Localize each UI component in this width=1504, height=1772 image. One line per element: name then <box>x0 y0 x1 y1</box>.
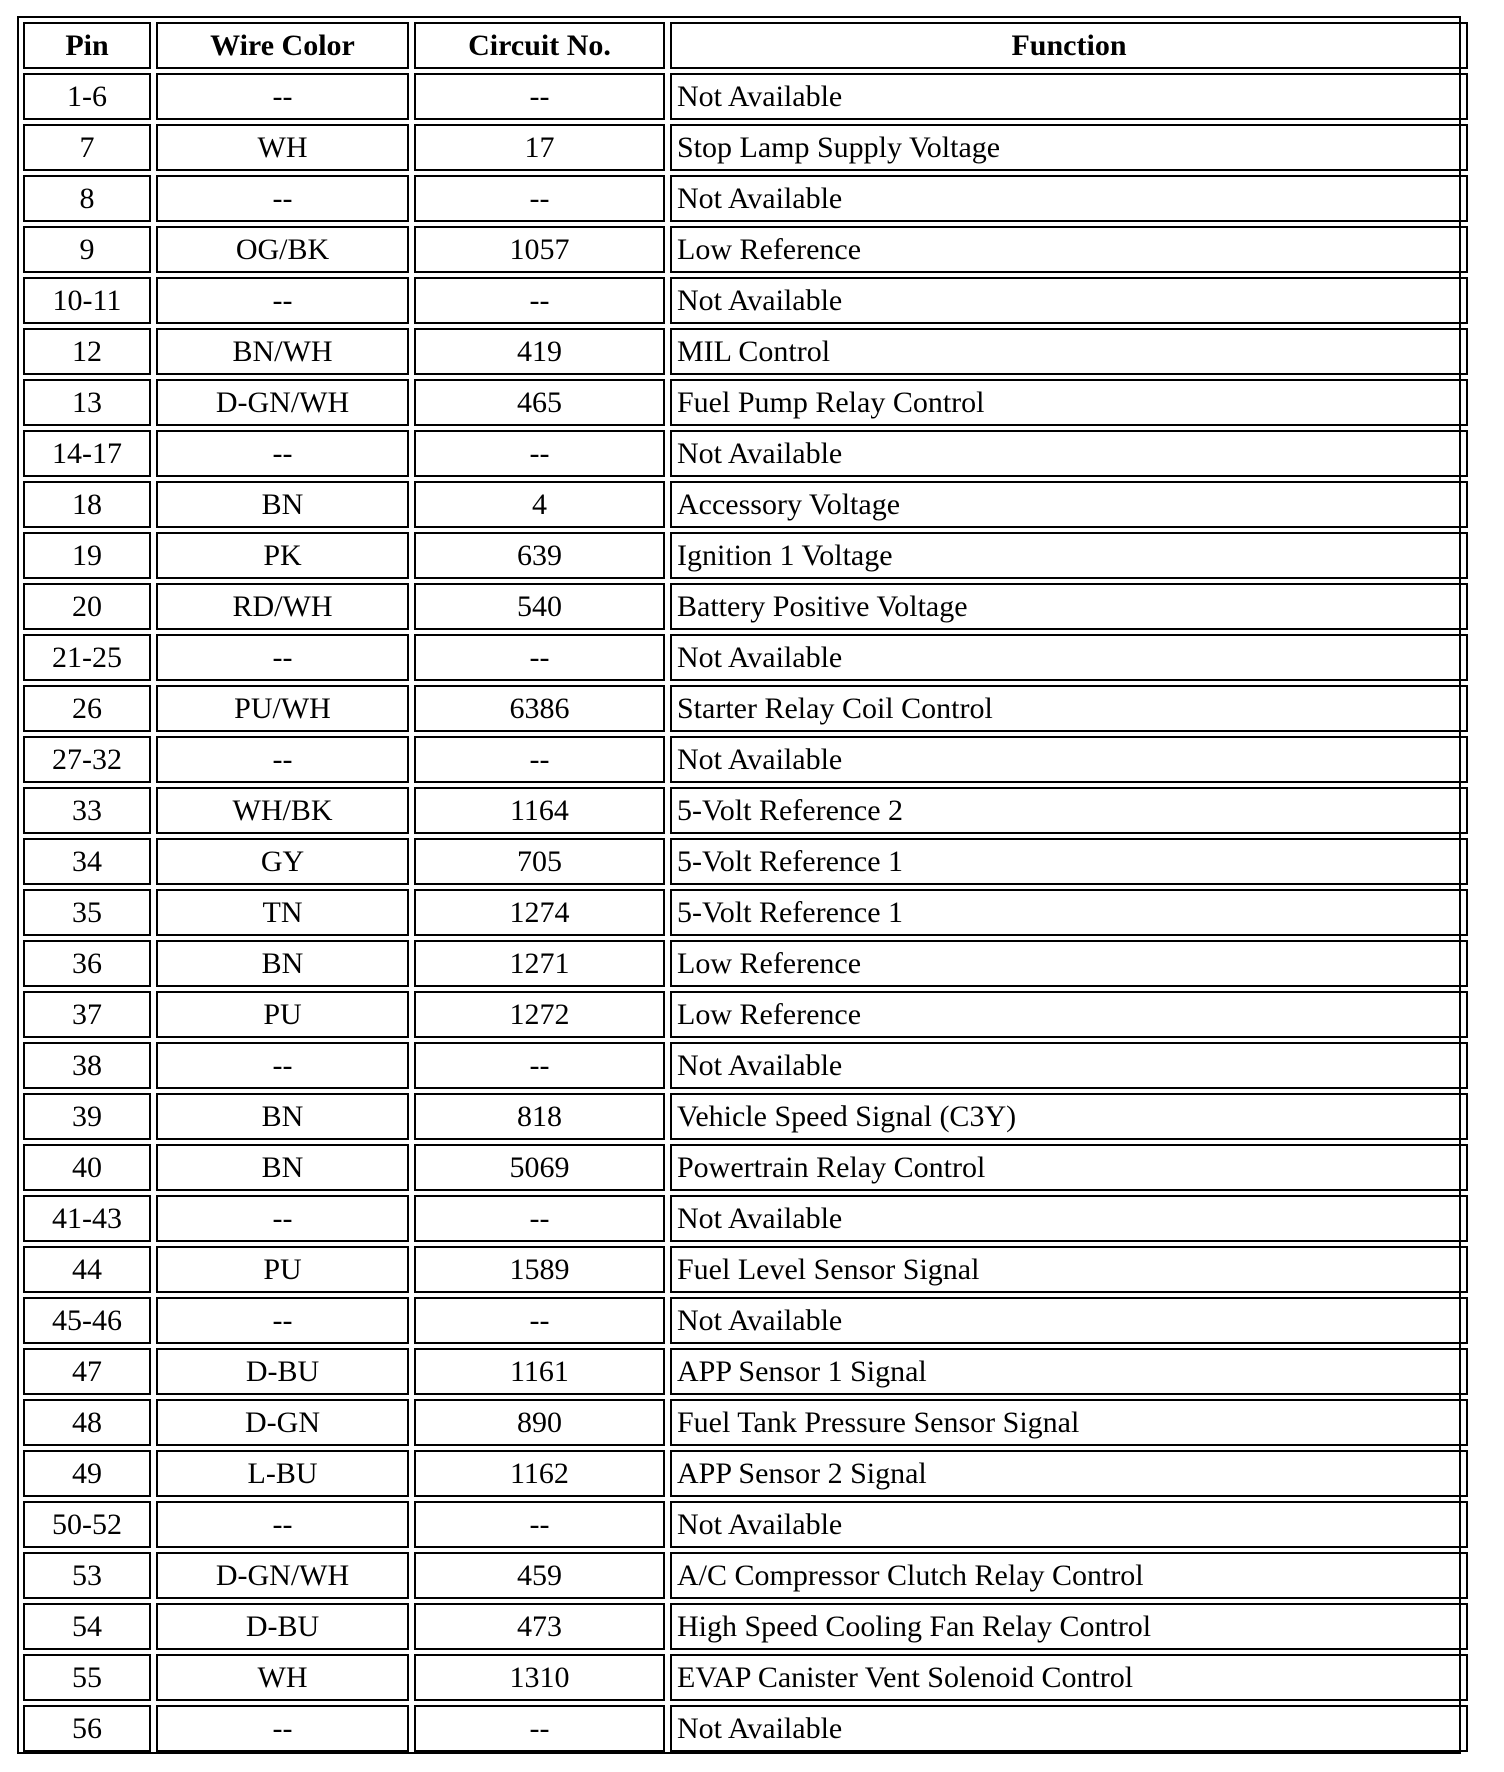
table-row <box>23 583 1468 630</box>
function-cell: Not Available <box>670 1042 1468 1089</box>
wire-color-cell: BN <box>156 1093 409 1140</box>
wire-color-cell: PU <box>156 1246 409 1293</box>
table-row <box>23 73 1468 120</box>
table-row <box>23 1246 1468 1293</box>
pin-cell: 27-32 <box>23 736 151 783</box>
circuit-no-cell: -- <box>414 1042 665 1089</box>
function-cell: EVAP Canister Vent Solenoid Control <box>670 1654 1468 1701</box>
circuit-no-cell: 465 <box>414 379 665 426</box>
function-cell: Not Available <box>670 736 1468 783</box>
circuit-no-cell: -- <box>414 73 665 120</box>
circuit-no-cell: -- <box>414 1195 665 1242</box>
table-row <box>23 1552 1468 1599</box>
circuit-no-cell: -- <box>414 634 665 681</box>
header-circuit-no: Circuit No. <box>414 22 665 69</box>
circuit-no-cell: 6386 <box>414 685 665 732</box>
wire-color-cell: D-GN/WH <box>156 1552 409 1599</box>
circuit-no-cell: 818 <box>414 1093 665 1140</box>
pin-cell: 8 <box>23 175 151 222</box>
pin-cell: 19 <box>23 532 151 579</box>
function-cell: Stop Lamp Supply Voltage <box>670 124 1468 171</box>
wire-color-cell: -- <box>156 277 409 324</box>
circuit-no-cell: 5069 <box>414 1144 665 1191</box>
wire-color-cell: PU <box>156 991 409 1038</box>
wire-color-cell: RD/WH <box>156 583 409 630</box>
table-row <box>23 1399 1468 1446</box>
wire-color-cell: TN <box>156 889 409 936</box>
table-row <box>23 124 1468 171</box>
pin-cell: 50-52 <box>23 1501 151 1548</box>
function-cell: Accessory Voltage <box>670 481 1468 528</box>
circuit-no-cell: 1274 <box>414 889 665 936</box>
pin-cell: 55 <box>23 1654 151 1701</box>
function-cell: Not Available <box>670 73 1468 120</box>
pin-cell: 35 <box>23 889 151 936</box>
table-row <box>23 685 1468 732</box>
pin-cell: 37 <box>23 991 151 1038</box>
wire-color-cell: PU/WH <box>156 685 409 732</box>
wire-color-cell: L-BU <box>156 1450 409 1497</box>
table-row <box>23 1297 1468 1344</box>
circuit-no-cell: -- <box>414 1297 665 1344</box>
circuit-no-cell: 473 <box>414 1603 665 1650</box>
circuit-no-cell: 1310 <box>414 1654 665 1701</box>
pin-cell: 26 <box>23 685 151 732</box>
circuit-no-cell: -- <box>414 175 665 222</box>
table-row <box>23 787 1468 834</box>
table-row <box>23 481 1468 528</box>
function-cell: APP Sensor 1 Signal <box>670 1348 1468 1395</box>
circuit-no-cell: 1161 <box>414 1348 665 1395</box>
function-cell: Not Available <box>670 430 1468 477</box>
pin-cell: 45-46 <box>23 1297 151 1344</box>
pin-cell: 1-6 <box>23 73 151 120</box>
function-cell: 5-Volt Reference 1 <box>670 889 1468 936</box>
circuit-no-cell: 890 <box>414 1399 665 1446</box>
circuit-no-cell: 1057 <box>414 226 665 273</box>
header-wire-color: Wire Color <box>156 22 409 69</box>
table-row <box>23 379 1468 426</box>
function-cell: Not Available <box>670 634 1468 681</box>
function-cell: Fuel Level Sensor Signal <box>670 1246 1468 1293</box>
table-row <box>23 1195 1468 1242</box>
pin-cell: 54 <box>23 1603 151 1650</box>
pin-cell: 7 <box>23 124 151 171</box>
function-cell: Low Reference <box>670 226 1468 273</box>
circuit-no-cell: 419 <box>414 328 665 375</box>
pin-cell: 39 <box>23 1093 151 1140</box>
pin-cell: 12 <box>23 328 151 375</box>
wire-color-cell: D-BU <box>156 1348 409 1395</box>
wire-color-cell: -- <box>156 1042 409 1089</box>
pin-cell: 40 <box>23 1144 151 1191</box>
function-cell: MIL Control <box>670 328 1468 375</box>
pin-cell: 21-25 <box>23 634 151 681</box>
table-row <box>23 1348 1468 1395</box>
table-row <box>23 1654 1468 1701</box>
wire-color-cell: WH <box>156 1654 409 1701</box>
table-row <box>23 940 1468 987</box>
table-row <box>23 736 1468 783</box>
wire-color-cell: BN <box>156 481 409 528</box>
pin-cell: 34 <box>23 838 151 885</box>
wire-color-cell: -- <box>156 1501 409 1548</box>
header-function: Function <box>670 22 1468 69</box>
table-row <box>23 1042 1468 1089</box>
table-row <box>23 1603 1468 1650</box>
function-cell: Ignition 1 Voltage <box>670 532 1468 579</box>
table-row <box>23 430 1468 477</box>
wire-color-cell: -- <box>156 430 409 477</box>
pin-cell: 18 <box>23 481 151 528</box>
pin-cell: 44 <box>23 1246 151 1293</box>
function-cell: Starter Relay Coil Control <box>670 685 1468 732</box>
table-row <box>23 532 1468 579</box>
wire-color-cell: OG/BK <box>156 226 409 273</box>
table-row <box>23 1450 1468 1497</box>
function-cell: Fuel Tank Pressure Sensor Signal <box>670 1399 1468 1446</box>
circuit-no-cell: 639 <box>414 532 665 579</box>
pin-cell: 36 <box>23 940 151 987</box>
function-cell: Vehicle Speed Signal (C3Y) <box>670 1093 1468 1140</box>
pin-cell: 20 <box>23 583 151 630</box>
circuit-no-cell: 1162 <box>414 1450 665 1497</box>
function-cell: Not Available <box>670 1501 1468 1548</box>
function-cell: Not Available <box>670 277 1468 324</box>
function-cell: 5-Volt Reference 2 <box>670 787 1468 834</box>
table-row <box>23 838 1468 885</box>
circuit-no-cell: -- <box>414 736 665 783</box>
wire-color-cell: GY <box>156 838 409 885</box>
wire-color-cell: -- <box>156 1297 409 1344</box>
table-row <box>23 991 1468 1038</box>
pin-cell: 49 <box>23 1450 151 1497</box>
function-cell: Not Available <box>670 1705 1468 1752</box>
table-row <box>23 328 1468 375</box>
wire-color-cell: WH/BK <box>156 787 409 834</box>
circuit-no-cell: 4 <box>414 481 665 528</box>
function-cell: Powertrain Relay Control <box>670 1144 1468 1191</box>
function-cell: Low Reference <box>670 940 1468 987</box>
circuit-no-cell: 1589 <box>414 1246 665 1293</box>
wire-color-cell: D-GN/WH <box>156 379 409 426</box>
wire-color-cell: BN <box>156 1144 409 1191</box>
circuit-no-cell: 1164 <box>414 787 665 834</box>
function-cell: 5-Volt Reference 1 <box>670 838 1468 885</box>
wire-color-cell: -- <box>156 175 409 222</box>
pin-cell: 56 <box>23 1705 151 1752</box>
wire-color-cell: -- <box>156 634 409 681</box>
wire-color-cell: -- <box>156 1705 409 1752</box>
header-row <box>23 22 1468 69</box>
pin-cell: 41-43 <box>23 1195 151 1242</box>
circuit-no-cell: 17 <box>414 124 665 171</box>
function-cell: Not Available <box>670 1297 1468 1344</box>
wire-color-cell: PK <box>156 532 409 579</box>
pin-cell: 48 <box>23 1399 151 1446</box>
table-row <box>23 1705 1468 1752</box>
circuit-no-cell: -- <box>414 430 665 477</box>
circuit-no-cell: 705 <box>414 838 665 885</box>
function-cell: APP Sensor 2 Signal <box>670 1450 1468 1497</box>
table-body <box>23 73 1468 1752</box>
wire-color-cell: D-BU <box>156 1603 409 1650</box>
pin-cell: 13 <box>23 379 151 426</box>
table-row <box>23 1093 1468 1140</box>
table-row <box>23 277 1468 324</box>
circuit-no-cell: -- <box>414 277 665 324</box>
pin-cell: 38 <box>23 1042 151 1089</box>
function-cell: A/C Compressor Clutch Relay Control <box>670 1552 1468 1599</box>
pin-cell: 10-11 <box>23 277 151 324</box>
pin-cell: 53 <box>23 1552 151 1599</box>
function-cell: Fuel Pump Relay Control <box>670 379 1468 426</box>
wire-color-cell: -- <box>156 736 409 783</box>
circuit-no-cell: 540 <box>414 583 665 630</box>
function-cell: High Speed Cooling Fan Relay Control <box>670 1603 1468 1650</box>
wire-color-cell: -- <box>156 73 409 120</box>
wire-color-cell: BN <box>156 940 409 987</box>
circuit-no-cell: 459 <box>414 1552 665 1599</box>
wire-color-cell: WH <box>156 124 409 171</box>
circuit-no-cell: 1272 <box>414 991 665 1038</box>
function-cell: Not Available <box>670 175 1468 222</box>
wire-color-cell: BN/WH <box>156 328 409 375</box>
header-pin: Pin <box>23 22 151 69</box>
function-cell: Low Reference <box>670 991 1468 1038</box>
pin-cell: 33 <box>23 787 151 834</box>
pin-cell: 47 <box>23 1348 151 1395</box>
pinout-table <box>18 18 1473 1756</box>
table-row <box>23 634 1468 681</box>
wire-color-cell: -- <box>156 1195 409 1242</box>
table-row <box>23 226 1468 273</box>
function-cell: Battery Positive Voltage <box>670 583 1468 630</box>
table-row <box>23 1144 1468 1191</box>
pin-cell: 9 <box>23 226 151 273</box>
table-row <box>23 1501 1468 1548</box>
circuit-no-cell: -- <box>414 1705 665 1752</box>
function-cell: Not Available <box>670 1195 1468 1242</box>
pin-cell: 14-17 <box>23 430 151 477</box>
table-row <box>23 889 1468 936</box>
wire-color-cell: D-GN <box>156 1399 409 1446</box>
table-row <box>23 175 1468 222</box>
circuit-no-cell: -- <box>414 1501 665 1548</box>
circuit-no-cell: 1271 <box>414 940 665 987</box>
